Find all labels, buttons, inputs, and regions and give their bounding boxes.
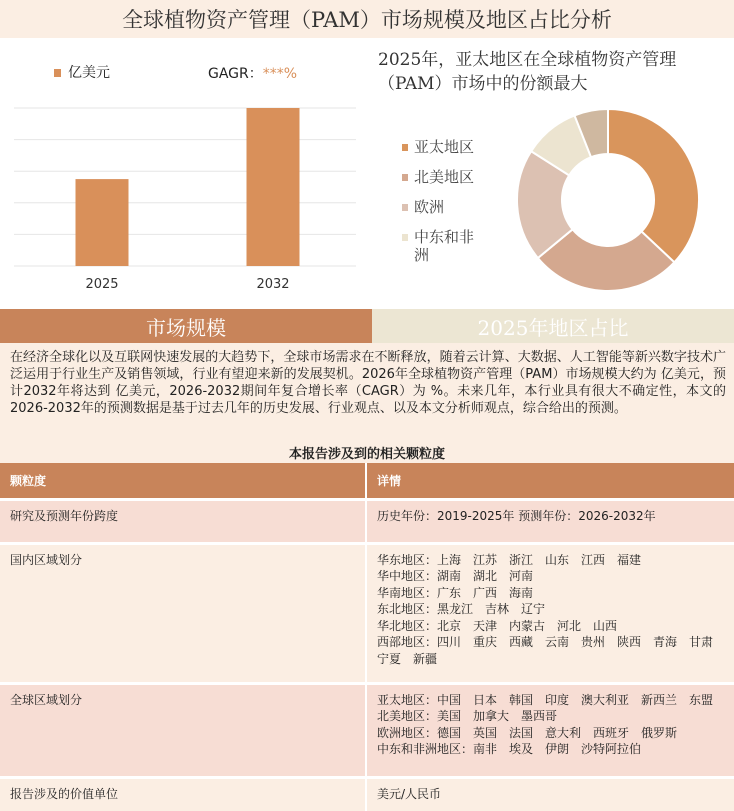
cagr-value: ***%: [262, 66, 298, 82]
table-cell-label: 研究及预测年份跨度: [0, 499, 366, 543]
donut-slice-0: [608, 109, 699, 262]
description-text: 在经济全球化以及互联网快速发展的大趋势下，全球市场需求在不断释放，随着云计算、大数据、人工智能等新兴数字技术广泛运用于行业生产及销售领域，行业有望迎来新的发展契机。2026年全球植物资产管理（PAM）市场规模大约为 亿美元，预计2032年将达到 亿美元，2026-2032期间年复合增长率（CAGR）为 %。未来几年，本行业具有很大不确定性，本文的2026-2032年的预测数据是基于过去几年的历史发展、行业观点、以及本文分析师观点，综合给出的预测。: [10, 350, 726, 416]
detail-line: 亚太地区：中国 日本 韩国 印度 澳大利亚 新西兰 东盟: [377, 692, 714, 707]
cagr-label: GAGR：: [208, 66, 263, 82]
detail-line: 美元/人民币: [377, 786, 442, 801]
granularity-table: [0, 463, 734, 811]
table-header-cell: 颗粒度: [0, 463, 366, 499]
detail-line: 华东地区：上海 江苏 浙江 山东 江西 福建: [377, 552, 642, 567]
detail-line: 北美地区：美国 加拿大 墨西哥: [377, 709, 558, 723]
table-cell-label: 报告涉及的价值单位: [0, 777, 366, 811]
page-title: 全球植物资产管理（PAM）市场规模及地区占比分析: [0, 0, 734, 38]
pie-legend-label: 亚太地区: [414, 138, 475, 156]
x-tick-label: 2032: [256, 277, 290, 292]
bar-2025: [76, 179, 129, 266]
detail-line: 东北地区：黑龙江 吉林 辽宁: [377, 602, 546, 616]
table-title: 本报告涉及到的相关颗粒度: [288, 447, 445, 462]
bar-legend-label: 亿美元: [68, 65, 110, 81]
x-tick-label: 2025: [85, 277, 119, 292]
bar-chart: [0, 38, 372, 308]
pie-legend-label: 中东和非洲: [414, 228, 475, 264]
tab-region-share[interactable]: 2025年地区占比: [372, 309, 734, 343]
description-section: [0, 343, 734, 810]
table-header-row: [0, 463, 734, 499]
tab-market-size[interactable]: 市场规模: [0, 309, 372, 343]
detail-line: 华北地区：北京 天津 内蒙古 河北 山西: [377, 618, 618, 633]
table-row: [0, 777, 734, 811]
detail-line: 华中地区：湖南 湖北 河南: [377, 569, 534, 583]
detail-line: 华南地区：广东 广西 海南: [377, 585, 534, 600]
table-cell-detail: [366, 777, 734, 811]
table-cell-label: 全球区域划分: [0, 683, 366, 777]
pie-legend-label: 欧洲: [414, 198, 445, 216]
pie-chart-panel: [372, 38, 734, 308]
table-cell-detail: [366, 543, 734, 683]
detail-line: 欧洲地区：德国 英国 法国 意大利 西班牙 俄罗斯: [377, 725, 678, 740]
detail-line: 历史年份：2019-2025年 预测年份：2026-2032年: [377, 508, 656, 523]
donut-chart: [372, 38, 734, 308]
bar-2032: [247, 108, 300, 266]
table-cell-detail: [366, 683, 734, 777]
table-row: [0, 499, 734, 543]
detail-line: 西部地区：四川 重庆 西藏 云南 贵州 陕西 青海 甘肃 宁夏 新疆: [377, 635, 726, 666]
table-row: [0, 543, 734, 683]
pie-legend-label: 北美地区: [414, 168, 475, 186]
table-row: [0, 683, 734, 777]
detail-line: 中东和非洲地区：南非 埃及 伊朗 沙特阿拉伯: [377, 742, 642, 756]
table-cell-label: 国内区域划分: [0, 543, 366, 683]
table-header-cell: 详情: [366, 463, 734, 499]
table-cell-detail: [366, 499, 734, 543]
bar-chart-panel: [0, 38, 372, 308]
pie-chart-title: 2025年，亚太地区在全球植物资产管理（PAM）市场中的份额最大: [378, 50, 677, 94]
